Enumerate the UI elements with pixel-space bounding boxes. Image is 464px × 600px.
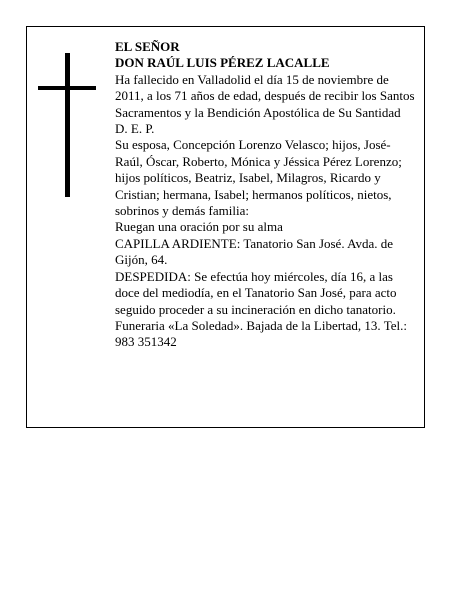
cross-vertical-bar — [65, 53, 70, 197]
cross-horizontal-bar — [38, 86, 96, 90]
notice-text — [115, 39, 415, 351]
notice-heading-name: DON RAÚL LUIS PÉREZ LACALLE — [115, 55, 330, 71]
notice-death-announcement: Ha fallecido en Valladolid el día 15 de noviembre de 2011, a los 71 años de edad, después de recibir los Santos Sacramentos y la Bendición Apostólica de Su Santidad — [115, 71, 415, 120]
notice-heading-title: EL SEÑOR — [115, 39, 180, 54]
latin-cross-icon — [38, 53, 96, 197]
obituary-notice — [26, 26, 425, 428]
notice-farewell: DESPEDIDA: Se efectúa hoy miércoles, día 16, a las doce del mediodía, en el Tanatorio San José, para acto seguido proceder a su incineración en dicho tanatorio. — [115, 268, 397, 317]
notice-rip: D. E. P. — [115, 121, 155, 137]
notice-funeral-home: Funeraria «La Soledad». Bajada de la Libertad, 13. Tel.: 983 351342 — [115, 317, 407, 350]
notice-chapel: CAPILLA ARDIENTE: Tanatorio San José. Avda. de Gijón, 64. — [115, 235, 394, 268]
notice-prayer-request: Ruegan una oración por su alma — [115, 219, 283, 235]
notice-family: Su esposa, Concepción Lorenzo Velasco; hijos, José-Raúl, Óscar, Roberto, Mónica y Jéssica Pérez Lorenzo; hijos políticos, Beatriz, Isabel, Milagros, Ricardo y Cristian; hermana, Isabel; hermanos políticos, nietos, sobrinos y demás familia: — [115, 137, 402, 219]
